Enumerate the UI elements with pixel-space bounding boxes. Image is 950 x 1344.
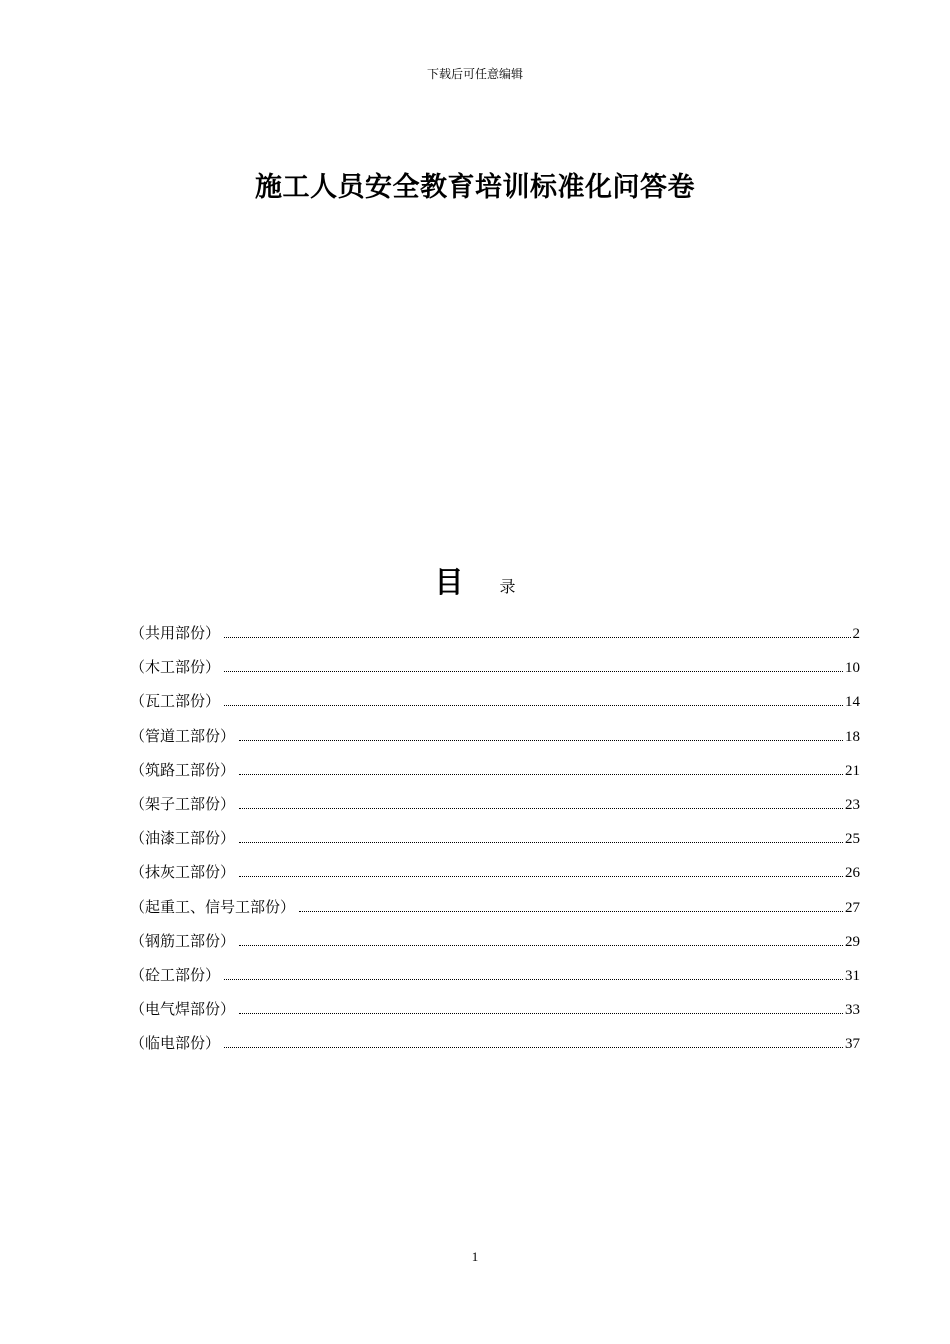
toc-dot-leader [239, 1012, 843, 1014]
toc-dot-leader [239, 807, 843, 809]
toc-entry-welding[interactable] [130, 997, 860, 1031]
toc-entry-page: 23 [845, 796, 860, 813]
toc-entry-page: 33 [845, 1002, 860, 1019]
toc-heading [0, 562, 950, 607]
toc-entry-carpentry[interactable] [130, 655, 860, 689]
toc-dot-leader [239, 944, 843, 946]
toc-dot-leader [224, 670, 843, 672]
toc-dot-leader [299, 910, 843, 912]
toc-entry-roadwork[interactable] [130, 758, 860, 792]
toc-entry-label: （临电部份） [130, 1034, 221, 1053]
toc-dot-leader [224, 978, 843, 980]
toc-entry-rigging-signaling[interactable] [130, 895, 860, 929]
toc-entry-page: 18 [845, 728, 860, 745]
toc-dot-leader [224, 636, 850, 638]
toc-entry-label: （架子工部份） [130, 794, 236, 813]
toc-entry-label: （瓦工部份） [130, 692, 221, 711]
toc-entry-plastering[interactable] [130, 860, 860, 894]
toc-heading-small: 录 [499, 577, 516, 596]
toc-entry-label: （管道工部份） [130, 726, 236, 745]
toc-dot-leader [224, 1046, 843, 1048]
toc-entry-page: 26 [845, 865, 860, 882]
document-title: 施工人员安全教育培训标准化问答卷 [255, 172, 695, 203]
toc-entry-page: 14 [845, 694, 860, 711]
toc-entry-page: 2 [852, 626, 860, 642]
toc-entry-common[interactable] [130, 621, 860, 655]
table-of-contents [130, 621, 860, 1065]
header-note: 下载后可任意编辑 [426, 67, 523, 81]
toc-entry-page: 25 [845, 831, 860, 848]
toc-heading-big: 目 [434, 565, 464, 599]
toc-entry-label: （木工部份） [130, 658, 221, 677]
toc-entry-page: 29 [845, 933, 860, 950]
toc-entry-label: （砼工部份） [130, 965, 221, 984]
page-number: 1 [471, 1249, 479, 1264]
toc-entry-label: （筑路工部份） [130, 760, 236, 779]
toc-entry-scaffolding[interactable] [130, 792, 860, 826]
toc-entry-label: （电气焊部份） [130, 1000, 236, 1019]
toc-dot-leader [239, 875, 843, 877]
toc-entry-page: 27 [845, 899, 860, 916]
toc-entry-label: （油漆工部份） [130, 829, 236, 848]
toc-dot-leader [239, 739, 843, 741]
toc-dot-leader [239, 773, 843, 775]
toc-entry-label: （抹灰工部份） [130, 863, 236, 882]
toc-entry-label: （共用部份） [130, 624, 221, 642]
toc-entry-label: （起重工、信号工部份） [130, 897, 296, 916]
toc-entry-page: 31 [845, 967, 860, 984]
toc-dot-leader [224, 704, 843, 706]
toc-entry-page: 37 [845, 1036, 860, 1053]
toc-entry-rebar[interactable] [130, 929, 860, 963]
toc-entry-page: 21 [845, 762, 860, 779]
toc-entry-pipefitting[interactable] [130, 724, 860, 758]
toc-entry-page: 10 [845, 660, 860, 677]
toc-entry-concrete[interactable] [130, 963, 860, 997]
toc-entry-label: （钢筋工部份） [130, 931, 236, 950]
toc-entry-temporary-power[interactable] [130, 1031, 860, 1065]
toc-dot-leader [239, 841, 843, 843]
toc-entry-masonry[interactable] [130, 689, 860, 723]
toc-entry-painting[interactable] [130, 826, 860, 860]
